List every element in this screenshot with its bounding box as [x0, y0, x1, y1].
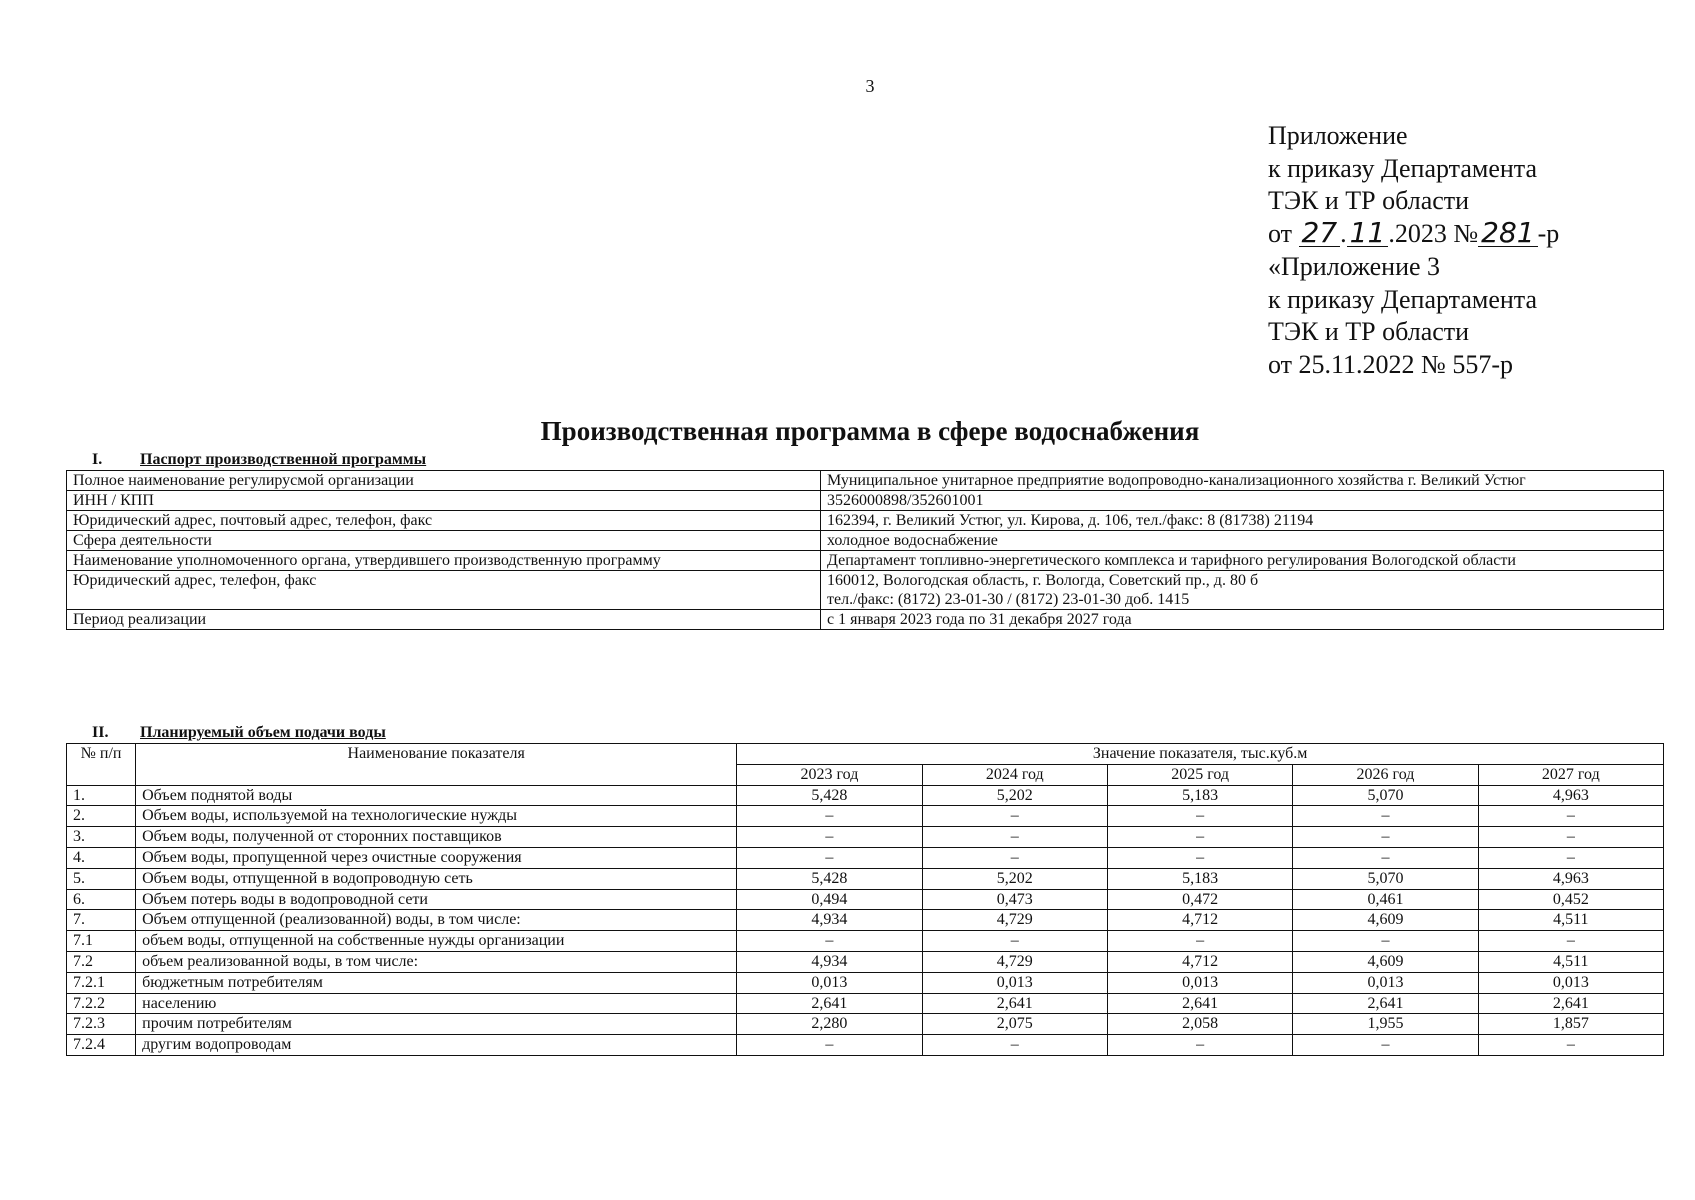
table-row	[67, 910, 1664, 931]
indicator-name: Объем отпущенной (реализованной) воды, в том числе:	[136, 910, 737, 931]
phone-line: тел./факс: (8172) 23-01-30 / (8172) 23-01-30 доб. 1415	[827, 591, 1190, 608]
col-header-year: 2024 год	[922, 764, 1107, 785]
indicator-value: 0,013	[1478, 972, 1663, 993]
passport-key: Юридический адрес, почтовый адрес, телефон, факс	[67, 511, 821, 531]
indicator-value: –	[737, 827, 922, 848]
table-row	[67, 868, 1664, 889]
indicator-value: 5,183	[1107, 785, 1292, 806]
indicator-value: –	[1293, 1035, 1478, 1056]
col-header-year: 2027 год	[1478, 764, 1663, 785]
row-number: 7.1	[67, 931, 136, 952]
indicator-value: 2,641	[1293, 993, 1478, 1014]
indicator-name: Объем поднятой воды	[136, 785, 737, 806]
appendix-line: Приложение	[1268, 121, 1408, 150]
indicator-value: 5,183	[1107, 868, 1292, 889]
row-number: 6.	[67, 889, 136, 910]
indicator-value: –	[1107, 931, 1292, 952]
table-row	[67, 491, 1664, 511]
indicator-name: Объем воды, отпущенной в водопроводную сеть	[136, 868, 737, 889]
indicator-name: бюджетным потребителям	[136, 972, 737, 993]
indicator-value: 4,729	[922, 951, 1107, 972]
section-2-heading	[92, 724, 386, 742]
passport-key: Сфера деятельности	[67, 531, 821, 551]
appendix-line: ТЭК и ТР области	[1268, 317, 1470, 347]
table-row	[67, 847, 1664, 868]
col-header-number: № п/п	[67, 744, 136, 786]
indicator-value: 2,641	[737, 993, 922, 1014]
order-prefix: от	[1268, 219, 1293, 249]
row-number: 2.	[67, 806, 136, 827]
indicator-value: –	[737, 806, 922, 827]
passport-value: Муниципальное унитарное предприятие водопроводно-канализационного хозяйства г. Великий Устюг	[821, 471, 1664, 491]
indicator-value: 0,452	[1478, 889, 1663, 910]
address-line: 160012, Вологодская область, г. Вологда, Советский пр., д. 80 б	[827, 572, 1259, 589]
order-day-handwritten: 27	[1299, 220, 1341, 247]
indicator-value: 2,058	[1107, 1014, 1292, 1035]
order-suffix: -р	[1537, 219, 1560, 249]
indicator-value: –	[1478, 827, 1663, 848]
table-row	[67, 827, 1664, 848]
table-row	[67, 931, 1664, 952]
indicator-name: прочим потребителям	[136, 1014, 737, 1035]
indicator-value: 4,712	[1107, 951, 1292, 972]
indicator-name: Объем воды, используемой на технологические нужды	[136, 806, 737, 827]
indicator-value: 1,857	[1478, 1014, 1663, 1035]
row-number: 4.	[67, 847, 136, 868]
passport-value: Департамент топливно-энергетического комплекса и тарифного регулирования Вологодской области	[821, 551, 1664, 571]
indicator-value: –	[922, 806, 1107, 827]
volume-table-body	[67, 785, 1664, 1055]
indicator-value: 2,641	[922, 993, 1107, 1014]
order-month-handwritten: 11	[1347, 220, 1389, 247]
indicator-value: 1,955	[1293, 1014, 1478, 1035]
table-row	[67, 551, 1664, 571]
indicator-value: 5,202	[922, 868, 1107, 889]
row-number: 5.	[67, 868, 136, 889]
col-header-year: 2023 год	[737, 764, 922, 785]
indicator-value: 0,461	[1293, 889, 1478, 910]
indicator-value: 0,013	[922, 972, 1107, 993]
indicator-value: 2,641	[1107, 993, 1292, 1014]
indicator-value: 0,013	[1293, 972, 1478, 993]
table-row	[67, 531, 1664, 551]
section-number: I.	[92, 451, 103, 468]
indicator-value: 5,428	[737, 785, 922, 806]
indicator-value: 4,511	[1478, 910, 1663, 931]
table-row	[67, 571, 1664, 610]
table-row	[67, 889, 1664, 910]
section-1-heading	[92, 451, 426, 469]
document-title: Производственная программа в сфере водоснабжения	[540, 416, 1200, 446]
indicator-name: Объем воды, пропущенной через очистные сооружения	[136, 847, 737, 868]
row-number: 7.2.2	[67, 993, 136, 1014]
indicator-value: 5,070	[1293, 868, 1478, 889]
indicator-value: –	[737, 931, 922, 952]
table-row	[67, 972, 1664, 993]
indicator-value: 4,609	[1293, 951, 1478, 972]
indicator-value: –	[1293, 827, 1478, 848]
appendix-line: к приказу Департамента	[1268, 284, 1538, 314]
row-number: 7.2.1	[67, 972, 136, 993]
table-row	[67, 785, 1664, 806]
passport-value: холодное водоснабжение	[821, 531, 1664, 551]
table-row	[67, 471, 1664, 491]
indicator-name: Объем воды, полученной от сторонних поставщиков	[136, 827, 737, 848]
indicator-value: –	[737, 847, 922, 868]
indicator-value: 0,494	[737, 889, 922, 910]
passport-key: Юридический адрес, телефон, факс	[67, 571, 821, 610]
indicator-value: 4,729	[922, 910, 1107, 931]
indicator-name: населению	[136, 993, 737, 1014]
passport-key: Наименование уполномоченного органа, утвердившего производственную программу	[67, 551, 821, 571]
passport-value: 3526000898/352601001	[821, 491, 1664, 511]
row-number: 1.	[67, 785, 136, 806]
passport-key: ИНН / КПП	[67, 491, 821, 511]
indicator-name: объем воды, отпущенной на собственные нужды организации	[136, 931, 737, 952]
indicator-value: 4,963	[1478, 868, 1663, 889]
table-row	[67, 511, 1664, 531]
table-row	[67, 993, 1664, 1014]
indicator-value: –	[922, 827, 1107, 848]
indicator-value: –	[922, 931, 1107, 952]
indicator-value: 0,473	[922, 889, 1107, 910]
table-row	[67, 951, 1664, 972]
order-line: от 27 . 11 .2023 № 281 -р	[1268, 216, 1560, 250]
indicator-value: –	[922, 847, 1107, 868]
indicator-value: –	[1478, 931, 1663, 952]
indicator-value: –	[1107, 806, 1292, 827]
section-title: Планируемый объем подачи воды	[140, 724, 386, 741]
table-row	[67, 1014, 1664, 1035]
appendix-line: «Приложение 3	[1268, 251, 1441, 281]
page-number: 3	[865, 76, 875, 96]
order-number-handwritten: 281	[1478, 220, 1537, 247]
col-header-year: 2025 год	[1107, 764, 1292, 785]
appendix-block	[1268, 120, 1559, 382]
indicator-name: объем реализованной воды, в том числе:	[136, 951, 737, 972]
indicator-name: другим водопроводам	[136, 1035, 737, 1056]
row-number: 7.	[67, 910, 136, 931]
passport-value: 162394, г. Великий Устюг, ул. Кирова, д. 106, тел./факс: 8 (81738) 21194	[821, 511, 1664, 531]
indicator-value: –	[1107, 827, 1292, 848]
col-header-year: 2026 год	[1293, 764, 1478, 785]
indicator-value: –	[737, 1035, 922, 1056]
appendix-line: ТЭК и ТР области	[1268, 186, 1470, 216]
indicator-value: 2,641	[1478, 993, 1663, 1014]
indicator-value: –	[1107, 1035, 1292, 1056]
indicator-value: 2,075	[922, 1014, 1107, 1035]
passport-key: Период реализации	[67, 610, 821, 630]
indicator-value: 5,202	[922, 785, 1107, 806]
indicator-value: –	[1478, 1035, 1663, 1056]
indicator-value: 0,472	[1107, 889, 1292, 910]
indicator-name: Объем потерь воды в водопроводной сети	[136, 889, 737, 910]
section-number: II.	[92, 724, 109, 741]
appendix-line: от 25.11.2022 № 557-р	[1268, 349, 1514, 379]
indicator-value: 0,013	[1107, 972, 1292, 993]
indicator-value: 4,609	[1293, 910, 1478, 931]
passport-value: с 1 января 2023 года по 31 декабря 2027 года	[821, 610, 1664, 630]
indicator-value: 4,712	[1107, 910, 1292, 931]
section-title: Паспорт производственной программы	[140, 451, 427, 468]
indicator-value: 4,934	[737, 951, 922, 972]
row-number: 7.2.3	[67, 1014, 136, 1035]
indicator-value: 4,511	[1478, 951, 1663, 972]
table-row	[67, 610, 1664, 630]
indicator-value: 4,934	[737, 910, 922, 931]
indicator-value: –	[1293, 931, 1478, 952]
indicator-value: –	[922, 1035, 1107, 1056]
passport-key: Полное наименование регулирусмой организации	[67, 471, 821, 491]
row-number: 3.	[67, 827, 136, 848]
indicator-value: 0,013	[737, 972, 922, 993]
indicator-value: –	[1478, 806, 1663, 827]
indicator-value: 4,963	[1478, 785, 1663, 806]
table-row	[67, 1035, 1664, 1056]
indicator-value: –	[1293, 847, 1478, 868]
row-number: 7.2	[67, 951, 136, 972]
row-number: 7.2.4	[67, 1035, 136, 1056]
order-year: .2023 №	[1388, 219, 1479, 249]
table-row	[67, 806, 1664, 827]
indicator-value: 5,428	[737, 868, 922, 889]
col-header-name: Наименование показателя	[136, 744, 737, 786]
indicator-value: –	[1478, 847, 1663, 868]
appendix-line: к приказу Департамента	[1268, 153, 1538, 183]
col-header-values: Значение показателя, тыс.куб.м	[737, 744, 1664, 765]
passport-table	[66, 470, 1664, 630]
water-volume-table	[66, 743, 1664, 1056]
indicator-value: –	[1293, 806, 1478, 827]
header-row	[67, 744, 1664, 765]
passport-value	[821, 571, 1664, 610]
indicator-value: 5,070	[1293, 785, 1478, 806]
indicator-value: –	[1107, 847, 1292, 868]
indicator-value: 2,280	[737, 1014, 922, 1035]
